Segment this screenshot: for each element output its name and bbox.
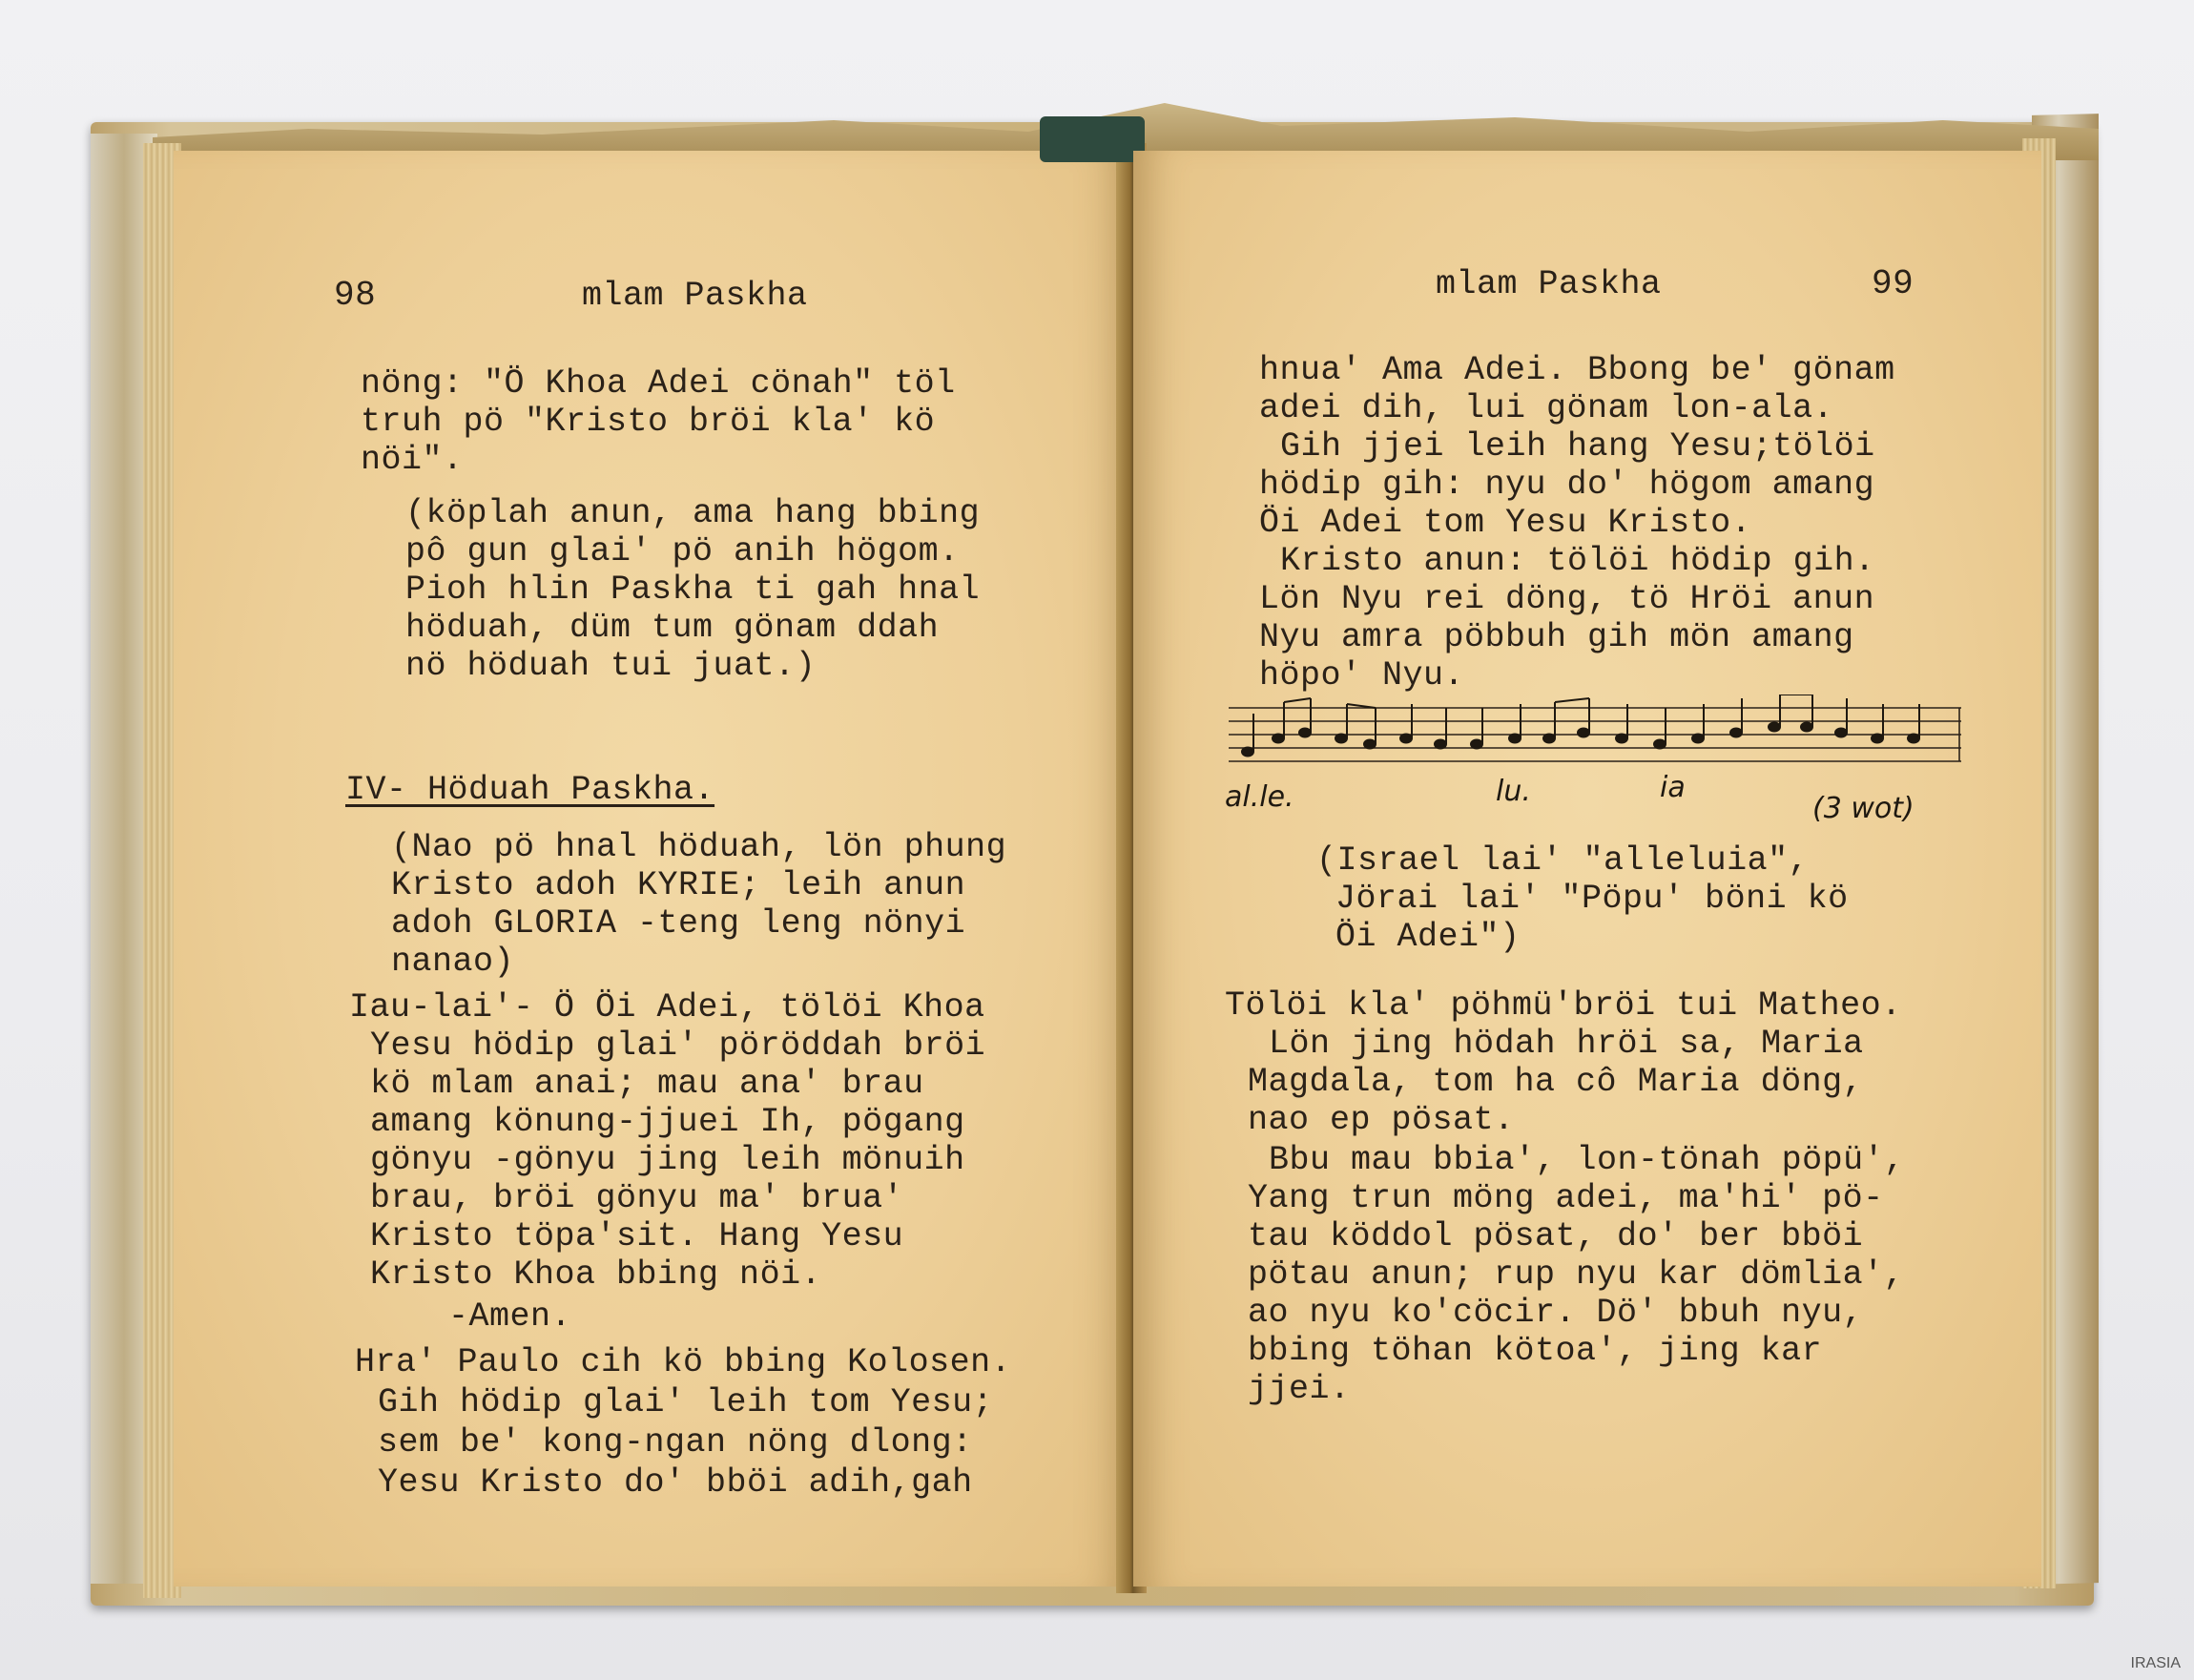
- left-line: (Nao pö hnal höduah, lön phung: [391, 828, 1007, 866]
- right-line: jjei.: [1248, 1370, 1351, 1408]
- right-line: bbing töhan kötoa', jing kar: [1248, 1332, 1823, 1370]
- right-line: höpo' Nyu.: [1259, 656, 1465, 695]
- right-line: adei dih, lui gönam lon-ala.: [1259, 389, 1834, 427]
- left-line: brau, bröi gönyu ma' brua': [370, 1179, 904, 1217]
- right-line: Magdala, tom ha cô Maria döng,: [1248, 1063, 1864, 1101]
- right-line: tau köddol pösat, do' ber bböi: [1248, 1217, 1864, 1255]
- left-line: nöi".: [361, 441, 464, 479]
- left-line: nanao): [391, 943, 515, 981]
- left-line: nöng: "Ö Khoa Adei cönah" töl: [361, 364, 956, 403]
- lyric-syllable: ia: [1660, 771, 1686, 804]
- right-line: ao nyu ko'cöcir. Dö' bbuh nyu,: [1248, 1294, 1864, 1332]
- left-line: Kristo töpa'sit. Hang Yesu: [370, 1217, 904, 1255]
- right-line: hnua' Ama Adei. Bbong be' gönam: [1259, 351, 1895, 389]
- right-line: Tölöi kla' pöhmü'bröi tui Matheo.: [1225, 986, 1902, 1025]
- left-line: Kristo adoh KYRIE; leih anun: [391, 866, 966, 904]
- left-line: (köplah anun, ama hang bbing: [405, 494, 981, 532]
- right-page-number: 99: [1872, 264, 1915, 303]
- left-line: kö mlam anai; mau ana' brau: [370, 1065, 924, 1103]
- watermark: IRASIA: [2130, 1655, 2181, 1671]
- lyric-syllable: al.le.: [1225, 780, 1294, 814]
- left-line: Iau-lai'- Ö Öi Adei, tölöi Khoa: [349, 988, 985, 1027]
- right-line: Öi Adei tom Yesu Kristo.: [1259, 504, 1752, 542]
- left-line: Pioh hlin Paskha ti gah hnal: [405, 570, 981, 609]
- right-line: Bbu mau bbia', lon-tönah pöpü',: [1269, 1141, 1905, 1179]
- right-line: Öi Adei"): [1335, 918, 1521, 956]
- music-staff: [1229, 695, 1961, 790]
- spine-binding-thread: [1040, 116, 1145, 162]
- left-line: Kristo Khoa bbing nöi.: [370, 1255, 822, 1294]
- right-line: hödip gih: nyu do' högom amang: [1259, 466, 1875, 504]
- section-heading: IV- Höduah Paskha.: [345, 771, 715, 809]
- right-line: Gih jjei leih hang Yesu;tölöi: [1280, 427, 1875, 466]
- right-line: Lön jing hödah hröi sa, Maria: [1269, 1025, 1864, 1063]
- right-line: Jörai lai' "Pöpu' böni kö: [1335, 880, 1849, 918]
- left-line: Yesu Kristo do' bböi adih,gah: [378, 1463, 973, 1502]
- left-line: Yesu hödip glai' pöröddah bröi: [370, 1027, 986, 1065]
- right-line: Yang trun möng adei, ma'hi' pö-: [1248, 1179, 1884, 1217]
- right-line: (Israel lai' "alleluia",: [1316, 841, 1810, 880]
- left-line: höduah, düm tum gönam ddah: [405, 609, 940, 647]
- music-notes: [1242, 695, 1919, 757]
- left-line: -Amen.: [448, 1297, 572, 1336]
- left-line: pô gun glai' pö anih högom.: [405, 532, 960, 570]
- left-page-number: 98: [334, 276, 377, 315]
- lyric-syllable: lu.: [1496, 775, 1531, 808]
- left-line: amang könung-jjuei Ih, pögang: [370, 1103, 965, 1141]
- left-running-header: mlam Paskha: [582, 277, 808, 315]
- right-line: Nyu amra pöbbuh gih mön amang: [1259, 618, 1854, 656]
- right-line: nao ep pösat.: [1248, 1101, 1515, 1139]
- right-line: Lön Nyu rei döng, tö Hröi anun: [1259, 580, 1875, 618]
- left-line: gönyu -gönyu jing leih mönuih: [370, 1141, 965, 1179]
- left-line: Hra' Paulo cih kö bbing Kolosen.: [355, 1343, 1012, 1381]
- repeat-note: (3 wot): [1812, 792, 1915, 825]
- left-line: sem be' kong-ngan nöng dlong:: [378, 1423, 973, 1462]
- left-line: adoh GLORIA -teng leng nönyi: [391, 904, 966, 943]
- left-line: nö höduah tui juat.): [405, 647, 817, 685]
- left-line: truh pö "Kristo bröi kla' kö: [361, 403, 936, 441]
- right-line: pötau anun; rup nyu kar dömlia',: [1248, 1255, 1905, 1294]
- right-running-header: mlam Paskha: [1436, 265, 1662, 303]
- right-line: Kristo anun: tölöi hödip gih.: [1280, 542, 1875, 580]
- left-line: Gih hödip glai' leih tom Yesu;: [378, 1383, 994, 1421]
